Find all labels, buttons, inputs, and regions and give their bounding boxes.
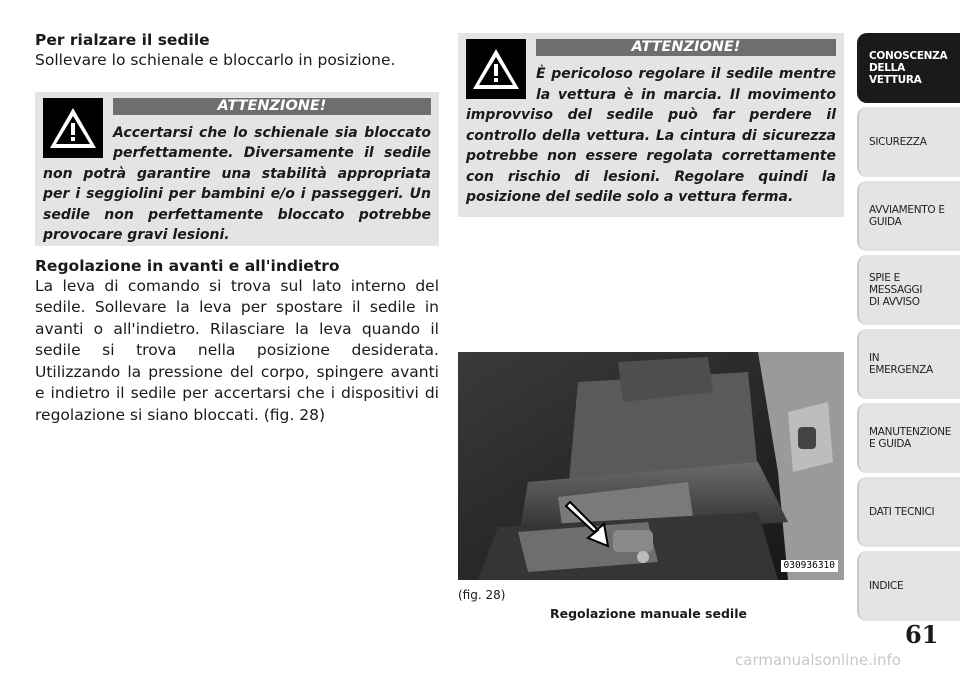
warning-box-driving [458, 33, 844, 217]
right-column [458, 33, 844, 217]
section-heading-fore-aft: Regolazione in avanti e all'indietro [35, 256, 340, 275]
tab-in-emergenza[interactable]: IN EMERGENZA [857, 329, 960, 399]
watermark: carmanualsonline.info [735, 651, 901, 669]
tab-conoscenza-della-vettura[interactable]: CONOSCENZA DELLA VETTURA [857, 33, 960, 103]
warning-title: ATTENZIONE! [113, 98, 431, 115]
tab-avviamento-e-guida[interactable]: AVVIAMENTO E GUIDA [857, 181, 960, 251]
section-heading-raise-seat: Per rialzare il sedile [35, 31, 210, 49]
tab-dati-tecnici[interactable]: DATI TECNICI [857, 477, 960, 547]
tab-indice[interactable]: INDICE [857, 551, 960, 621]
left-column [35, 30, 439, 426]
figure-reference: (fig. 28) [458, 588, 506, 602]
fore-aft-text: La leva di comando si trova sul lato interno del sedile. Sollevare la leva per spostare il sedile in avanti o all'indietro. Rilasciare la leva quando il sedile si trova nella posizione desiderata. Utilizzando la pressione del corpo, spingere avanti e indietro il sedile per accertarsi che i dispositivi di regolazione si siano bloccati. (fig. 28) [35, 276, 439, 424]
warning-text: È pericoloso regolare il sedile mentre la vettura è in marcia. Il movimento improvviso del sedile può far perdere il controllo della vettura. La cintura di sicurezza potrebbe non essere regolata correttamente con rischio di lesioni. Regolare quindi la posizione del sedile solo a vettura ferma. [466, 66, 836, 205]
tab-manutenzione[interactable]: MANUTENZIONE E GUIDA [857, 403, 960, 473]
warning-triangle-icon [43, 98, 103, 158]
warning-title: ATTENZIONE! [536, 39, 836, 56]
tab-spie-e-messaggi[interactable]: SPIE E MESSAGGI DI AVVISO [857, 255, 960, 325]
rear-seat-illustration [458, 352, 844, 580]
page-number: 61 [905, 620, 939, 649]
warning-text: Accertarsi che lo schienale sia bloccato perfettamente. Diversamente il sedile non potrà garantire una stabilità appropriata per i seggiolini per bambini e/o i passeggeri. Un sedile non perfettamente bloccato potrebbe provocare gravi lesioni. [43, 124, 431, 243]
chapter-tabs [857, 33, 960, 625]
warning-box-backrest [35, 92, 439, 246]
seat-adjustment-photo [458, 352, 844, 580]
figure-caption: Regolazione manuale sedile [550, 606, 747, 621]
warning-triangle-icon [466, 39, 526, 99]
tab-sicurezza[interactable]: SICUREZZA [857, 107, 960, 177]
figure-code: 030936310 [781, 560, 838, 572]
raise-seat-text: Sollevare lo schienale e bloccarlo in posizione. [35, 51, 396, 69]
